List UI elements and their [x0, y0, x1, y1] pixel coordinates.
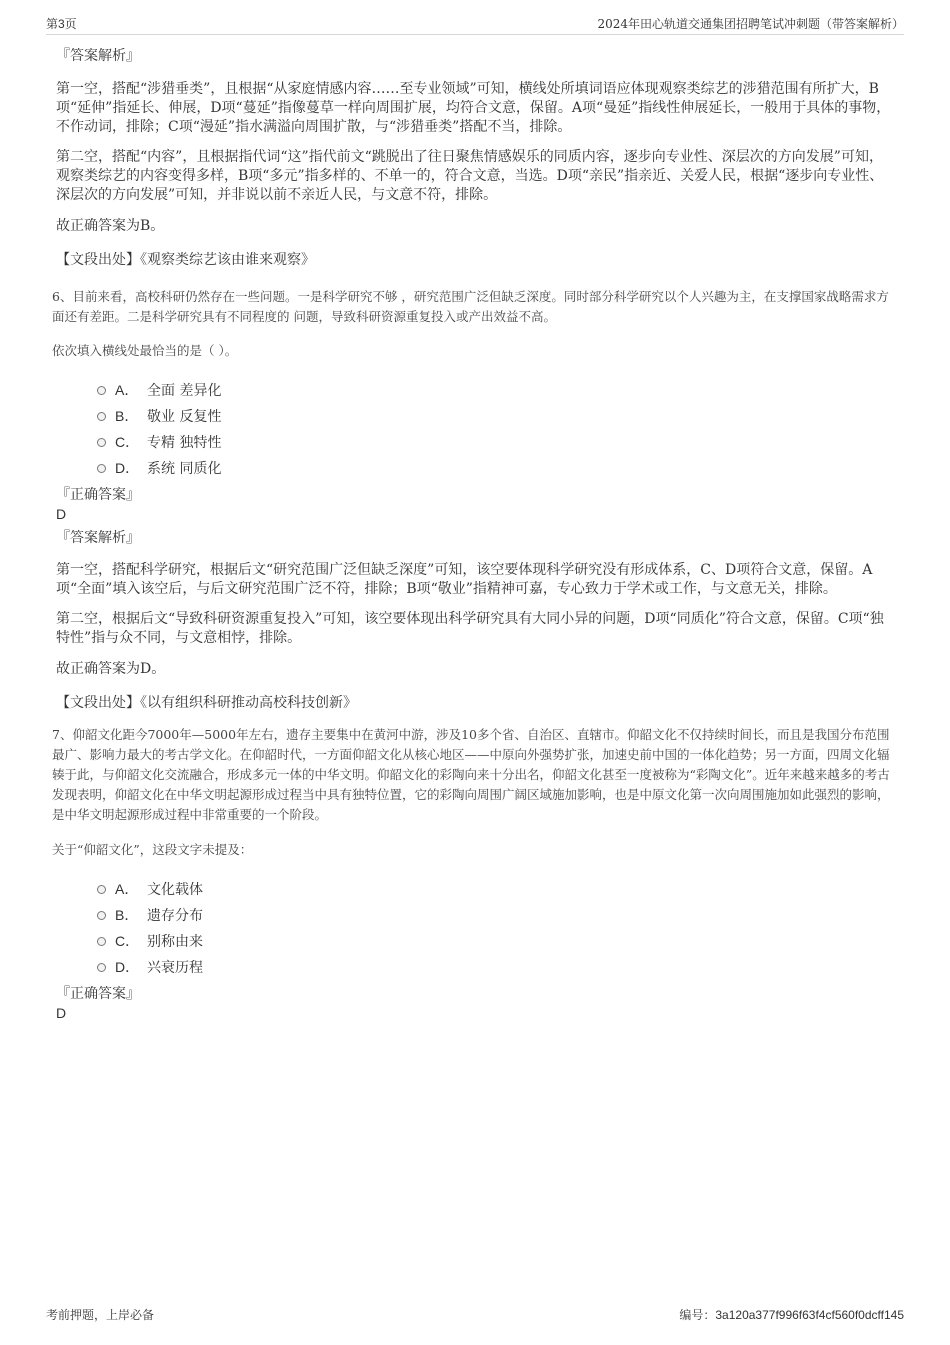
question-7 — [52, 725, 896, 1022]
radio-button[interactable] — [97, 412, 106, 421]
analysis-paragraph: 第一空，搭配“涉猎垂类”，且根据“从家庭情感内容……至专业领域”可知，横线处所填词语应体现观察类综艺的涉猎范围有所扩大，B项“延伸”指延长、伸展，D项“蔓延”指像蔓草一样向周围扩展，均符合文意，保留。A项“曼延”指线性伸展延长，一般用于具体的事物，不作动词，排除；C项“漫延”指水满溢向周围扩散，与“涉猎垂类”搭配不当，排除。 — [56, 81, 891, 135]
analysis-label: 『答案解析』 — [56, 530, 140, 546]
radio-button[interactable] — [97, 963, 106, 972]
option-c[interactable]: C． 专精 独特性 — [97, 429, 896, 455]
analysis-label: 『答案解析』 — [56, 48, 140, 64]
page-content — [52, 44, 896, 1022]
correct-answer-label: 『正确答案』 — [56, 986, 140, 1002]
radio-button[interactable] — [97, 885, 106, 894]
passage-source: 【文段出处】《观察类综艺该由谁来观察》 — [56, 252, 315, 268]
page-header — [46, 14, 904, 35]
option-list — [97, 876, 896, 980]
option-d[interactable]: D． 兴衰历程 — [97, 954, 896, 980]
option-a[interactable]: A． 全面 差异化 — [97, 377, 896, 403]
option-list — [97, 377, 896, 481]
option-a[interactable]: A． 文化载体 — [97, 876, 896, 902]
question-prompt: 关于“仰韶文化”，这段文字未提及： — [52, 842, 253, 857]
question-stem: 6、目前来看，高校科研仍然存在一些问题。一是科学研究不够 ，研究范围广泛但缺乏深度。同时部分科学研究以个人兴趣为主，在支撑国家战略需求方面还有差距。二是科学研究具有不同程度的 问题，导致科研资源重复投入或产出效益不高。 — [52, 289, 889, 324]
radio-button[interactable] — [97, 911, 106, 920]
radio-button[interactable] — [97, 937, 106, 946]
option-d[interactable]: D． 系统 同质化 — [97, 455, 896, 481]
radio-button[interactable] — [97, 438, 106, 447]
option-b[interactable]: B． 敬业 反复性 — [97, 403, 896, 429]
analysis-paragraph: 第二空，根据后文“导致科研资源重复投入”可知，该空要体现出科学研究具有大同小异的问题，D项“同质化”符合文意，保留。C项“独特性”指与众不同，与文意相悖，排除。 — [56, 611, 884, 646]
correct-answer-label: 『正确答案』 — [56, 487, 140, 503]
footer-slogan: 考前押题，上岸必备 — [46, 1308, 155, 1322]
q5-analysis-block — [56, 46, 896, 270]
analysis-conclusion: 故正确答案为D。 — [56, 661, 166, 677]
question-6 — [52, 287, 896, 713]
page-footer — [46, 1306, 904, 1326]
question-prompt: 依次填入横线处最恰当的是（ ）。 — [52, 343, 238, 358]
option-b[interactable]: B． 遗存分布 — [97, 902, 896, 928]
code-label: 编号： — [679, 1308, 716, 1322]
correct-answer: D — [56, 506, 67, 522]
radio-button[interactable] — [97, 386, 106, 395]
analysis-paragraph: 第一空，搭配科学研究，根据后文“研究范围广泛但缺乏深度”可知，该空要体现科学研究没有形成体系，C、D项符合文意，保留。A项“全面”填入该空后，与后文研究范围广泛不符，排除；B项“敬业”指精神可嘉，专心致力于学术或工作，与文意无关，排除。 — [56, 562, 873, 597]
option-c[interactable]: C． 别称由来 — [97, 928, 896, 954]
question-stem: 7、仰韶文化距今7000年—5000年左右，遗存主要集中在黄河中游，涉及10多个省、自治区、直辖市。仰韶文化不仅持续时间长，而且是我国分布范围最广、影响力最大的考古学文化。在仰韶时代，一方面仰韶文化从核心地区——中原向外强势扩张，加速史前中国的一体化趋势；另一方面，四周文化辐辏于此，与仰韶文化交流融合，形成多元一体的中华文明。仰韶文化的彩陶向来十分出名，仰韶文化甚至一度被称为“彩陶文化”。近年来越来越多的考古发现表明，仰韶文化在中华文明起源形成过程当中具有独特位置，它的彩陶向周围广阔区域施加影响，也是中原文化第一次向周围施加如此强烈的影响，是中华文明起源形成过程中非常重要的一个阶段。 — [52, 727, 890, 822]
document-code — [679, 1306, 904, 1323]
page-number: 第3页 — [46, 17, 77, 31]
passage-source: 【文段出处】《以有组织科研推动高校科技创新》 — [56, 695, 357, 711]
analysis-paragraph: 第二空，搭配“内容”，且根据指代词“这”指代前文“跳脱出了往日聚焦情感娱乐的同质内容，逐步向专业性、深层次的方向发展”可知，观察类综艺的内容变得多样，B项“多元”指多样的、不单一的，符合文意，当选。D项“亲民”指亲近、关爱人民，根据“逐步向专业性、深层次的方向发展”可知，并非说以前不亲近人民，与文意不符，排除。 — [56, 149, 884, 203]
radio-button[interactable] — [97, 464, 106, 473]
document-title: 2024年田心轨道交通集团招聘笔试冲刺题（带答案解析） — [597, 17, 904, 31]
correct-answer: D — [56, 1005, 67, 1021]
code-value: 3a120a377f996f63f4cf560f0dcff145 — [715, 1308, 904, 1322]
analysis-conclusion: 故正确答案为B。 — [56, 218, 165, 234]
